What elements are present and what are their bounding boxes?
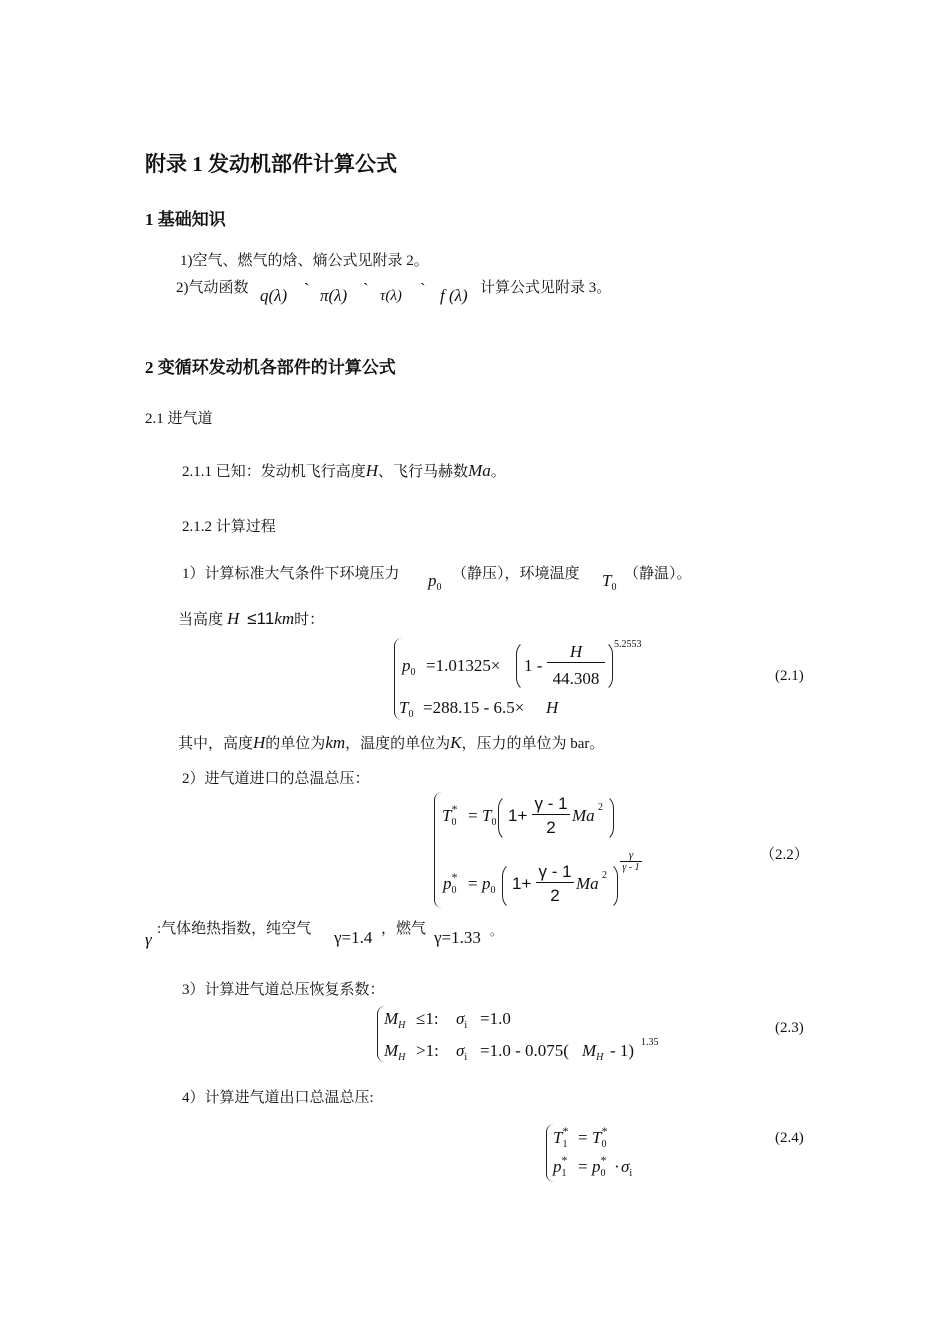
step1-mid: （静压），环境温度 — [452, 566, 580, 582]
step3-text: 3）计算进气道总压恢复系数： — [182, 982, 385, 998]
step2-text: 2）进气道进口的总温总压： — [182, 771, 370, 787]
func-sep: ` — [304, 280, 310, 299]
func-sep: ` — [363, 280, 369, 299]
func-f: f (λ) — [440, 286, 468, 305]
sec1-item2-suffix: 计算公式见附录 3。 — [480, 280, 612, 296]
sec1-item2-prefix: 2)气动函数 — [176, 280, 249, 296]
step1-p0: $p_0$ — [428, 571, 442, 593]
page-title: 附录 1 发动机部件计算公式 — [145, 152, 397, 176]
known-line: 2.1.1 已知：发动机飞行高度H、飞行马赫数Ma。 — [182, 461, 506, 480]
func-q: q(λ) — [260, 286, 288, 305]
units-line: 其中，高度H的单位为km，温度的单位为K，压力的单位为 bar。 — [178, 733, 605, 752]
eq-number-2-4: (2.4) — [775, 1130, 804, 1146]
func-tau: τ(λ) — [380, 288, 402, 304]
gamma-prefix: :气体绝热指数，纯空气 — [157, 921, 312, 937]
step4-text: 4）计算进气道出口总温总压: — [182, 1090, 374, 1106]
process-heading: 2.1.2 计算过程 — [182, 519, 276, 535]
step1-end: （静温）。 — [624, 566, 692, 582]
section-1-heading: 1 基础知识 — [145, 210, 226, 229]
func-sep: ` — [420, 280, 426, 299]
gamma-mid: ，燃气 — [381, 921, 427, 937]
gamma-end: 。 — [490, 924, 503, 938]
step1-T0: $T_0$ — [602, 571, 617, 593]
section-2-heading: 2 变循环发动机各部件的计算公式 — [145, 358, 396, 377]
gamma-air: γ=1.4 — [334, 928, 373, 947]
eq-number-2-2: （2.2） — [760, 847, 809, 863]
func-pi: π(λ) — [320, 286, 348, 305]
eq-number-2-1: (2.1) — [775, 668, 804, 684]
condition-line: 当高度 H ≤11km时： — [178, 609, 325, 628]
gamma-gas: γ=1.33 — [434, 928, 481, 947]
gamma-symbol: γ — [145, 930, 152, 949]
step1-prefix: 1）计算标准大气条件下环境压力 — [182, 566, 400, 582]
eq-number-2-3: (2.3) — [775, 1020, 804, 1036]
subsection-2-1: 2.1 进气道 — [145, 411, 213, 427]
sec1-item1: 1)空气、燃气的焓、熵公式见附录 2。 — [180, 253, 429, 269]
